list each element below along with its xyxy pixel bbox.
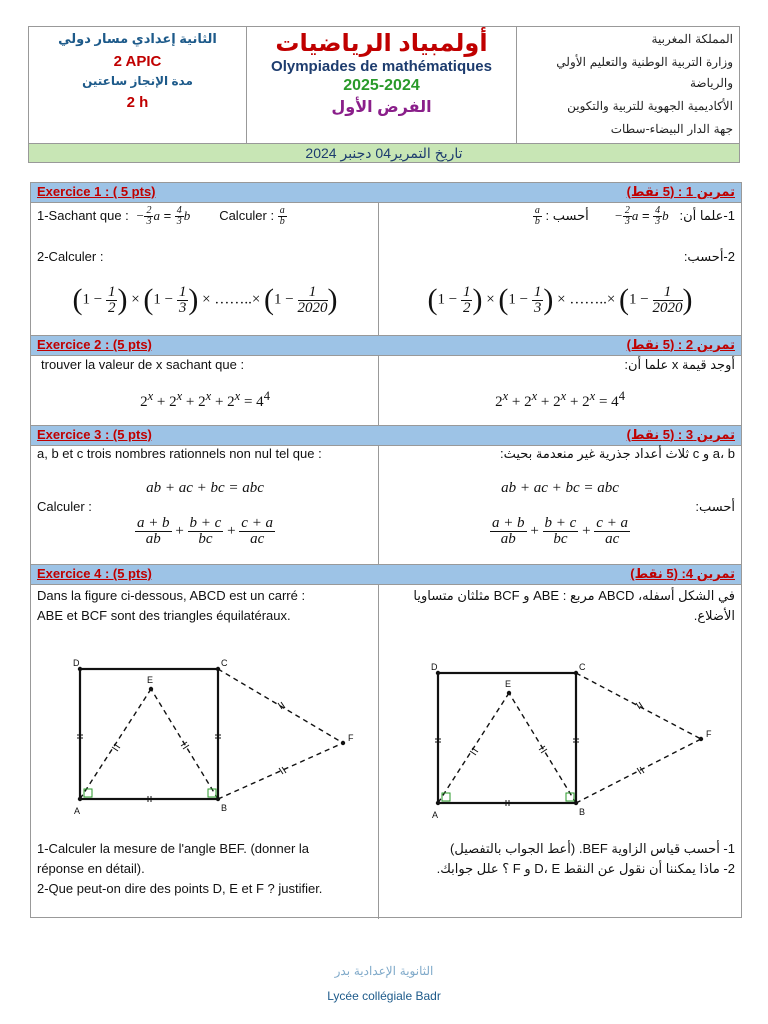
question-1-fr-cont: réponse en détail). (37, 861, 145, 876)
olympiad-title-ar: أولمبياد الرياضيات (275, 30, 488, 57)
point-label-f: F (348, 733, 354, 743)
svg-text:E: E (505, 679, 512, 689)
exercise-2-ar-equation: $2^x + 2^x + 2^x + 2^x = 4^4$ (495, 389, 625, 410)
exercise-1-fr-line1: 1-Sachant que : − $\frac{2}{3}$ a = $\frac{4}{3}$ b Calculer : $\frac{a}{b}$ (37, 205, 285, 227)
exercise-2-ar-text: أوجد قيمة x علما أن: (624, 357, 735, 372)
exercise-1-fr-line2: 2-Calculer : (37, 249, 104, 264)
svg-text:C: C (579, 662, 586, 672)
question-1-ar: 1- أحسب قياس الزاوية BEF. (أعط الجواب بالتفصيل) (450, 841, 735, 856)
question-1-fr: 1-Calculer la mesure de l'angle BEF. (donner la (37, 841, 310, 856)
svg-text:A: A (432, 810, 439, 820)
exercise-1-ar-product: (1 − $\frac{1}{2}$ ) × (1 − $\frac{1}{3}$ ) × ……..× (1 − $\frac{1}{2020}$ ) (427, 283, 693, 316)
segment-ae (80, 689, 151, 799)
duration-label: مدة الإنجاز ساعتين (82, 74, 193, 88)
exam-date: تاريخ التمرير04 دجنبر 2024 (28, 143, 740, 163)
exercise-4-ar-questions (385, 839, 735, 879)
school-year: 2025-2024 (343, 77, 420, 94)
exercise-3-title-fr: Exercice 3 : (5 pts) (37, 427, 152, 442)
exercise-2-fr-text: trouver la valeur de x sachant que : (41, 357, 245, 372)
figure-fr (67, 653, 377, 823)
exercise-4-fr-statement: Dans la figure ci-dessous, ABCD est un carré : ABE et BCF sont des triangles équilatéraux. (37, 588, 306, 623)
footer-school-fr: Lycée collégiale Badr (327, 989, 441, 1003)
exercise-table (30, 182, 742, 918)
point-label-e: E (147, 675, 154, 685)
column-divider (378, 183, 379, 919)
point-label-b: B (221, 803, 228, 813)
exercise-3-ar-calc: أحسب: (695, 499, 735, 514)
header-left (29, 27, 247, 143)
exercise-2-header (31, 336, 741, 355)
exercise-3-fr-equation: ab + ac + bc = abc (146, 480, 264, 496)
exercise-4-title-ar: تمرين 4: (5 نقط) (630, 566, 735, 581)
exercise-1-header (31, 183, 741, 202)
exercise-3-fr-calc: Calculer : (37, 499, 92, 514)
ministry-line-1: المملكة المغربية (651, 32, 733, 46)
header-box (28, 26, 740, 144)
svg-text:D: D (431, 662, 438, 672)
exercise-1-title-fr: Exercice 1 : ( 5 pts) (37, 184, 156, 199)
exercise-1-fr-product: (1 − $\frac{1}{2}$ ) × (1 − $\frac{1}{3}$ ) × ……..× (1 − $\frac{1}{2020}$ ) (72, 283, 338, 316)
exercise-1-title-ar: تمرين 1 : (5 نقط) (626, 184, 735, 199)
footer-school-ar: الثانوية الإعدادية بدر (334, 964, 434, 978)
duration: 2 h (126, 94, 149, 111)
svg-text:F: F (706, 729, 712, 739)
exercise-3-ar-sum: $\frac{a + b}{ab}$ + $\frac{b + c}{bc}$ + $\frac{c + a}{ac}$ (491, 515, 629, 547)
header-center (247, 27, 517, 143)
exercise-3-header (31, 426, 741, 445)
exercise-2-title-fr: Exercice 2 : (5 pts) (37, 337, 152, 352)
exercise-4-fr-questions (37, 839, 373, 899)
exercise-1-ar-line1: 1-علما أن: − $\frac{2}{3}$ a = $\frac{4}{3}$ b أحسب : $\frac{a}{b}$ (534, 205, 735, 227)
ministry-line-3: الأكاديمية الجهوية للتربية والتكوين (567, 99, 733, 113)
school-name-ar: الثانية إعدادي مسار دولي (58, 31, 217, 46)
class-level: 2 APIC (113, 53, 162, 70)
ministry-line-4: جهة الدار البيضاء-سطات (610, 122, 733, 136)
exercise-4-header (31, 565, 741, 584)
olympiad-title-fr: Olympiades de mathématiques (271, 58, 492, 75)
exercise-4-ar-statement: في الشكل أسفله، ABCD مربع : ABE و BCF مثلثان متساويا الأضلاع. (413, 588, 735, 623)
ministry-line-2: وزارة التربية الوطنية والتعليم الأولي والرياضة (556, 55, 733, 90)
point-label-d: D (73, 658, 80, 668)
question-2-fr: 2-Que peut-on dire des points D, E et F ? justifier. (37, 881, 323, 896)
exercise-1-ar-line2: 2-أحسب: (683, 249, 735, 264)
exercise-3-ar-text: a، b و c ثلاث أعداد جذرية غير منعدمة بحيث: (499, 446, 735, 461)
point-label-a: A (74, 806, 81, 816)
figure-ar (421, 657, 731, 827)
svg-text:B: B (579, 807, 586, 817)
exercise-3-ar-equation: ab + ac + bc = abc (501, 480, 619, 496)
header-right (517, 27, 741, 143)
exercise-2-title-ar: تمرين 2 : (5 نقط) (626, 337, 735, 352)
exercise-4-title-fr: Exercice 4 : (5 pts) (37, 566, 152, 581)
divider (31, 584, 741, 585)
divider (31, 355, 741, 356)
divider (31, 202, 741, 203)
exercise-3-fr-sum: $\frac{a + b}{ab}$ + $\frac{b + c}{bc}$ + $\frac{c + a}{ac}$ (136, 515, 274, 547)
point-label-c: C (221, 658, 228, 668)
exercise-3-fr-text: a, b et c trois nombres rationnels non nul tel que : (37, 446, 322, 461)
exercise-3-title-ar: تمرين 3 : (5 نقط) (626, 427, 735, 442)
test-name: الفرض الأول (331, 99, 432, 116)
exercise-2-fr-equation: $2^x + 2^x + 2^x + 2^x = 4^4$ (140, 389, 270, 410)
question-2-ar: 2- ماذا يمكننا أن نقول عن النقط D، E و F ؟ علل جوابك. (436, 861, 735, 876)
